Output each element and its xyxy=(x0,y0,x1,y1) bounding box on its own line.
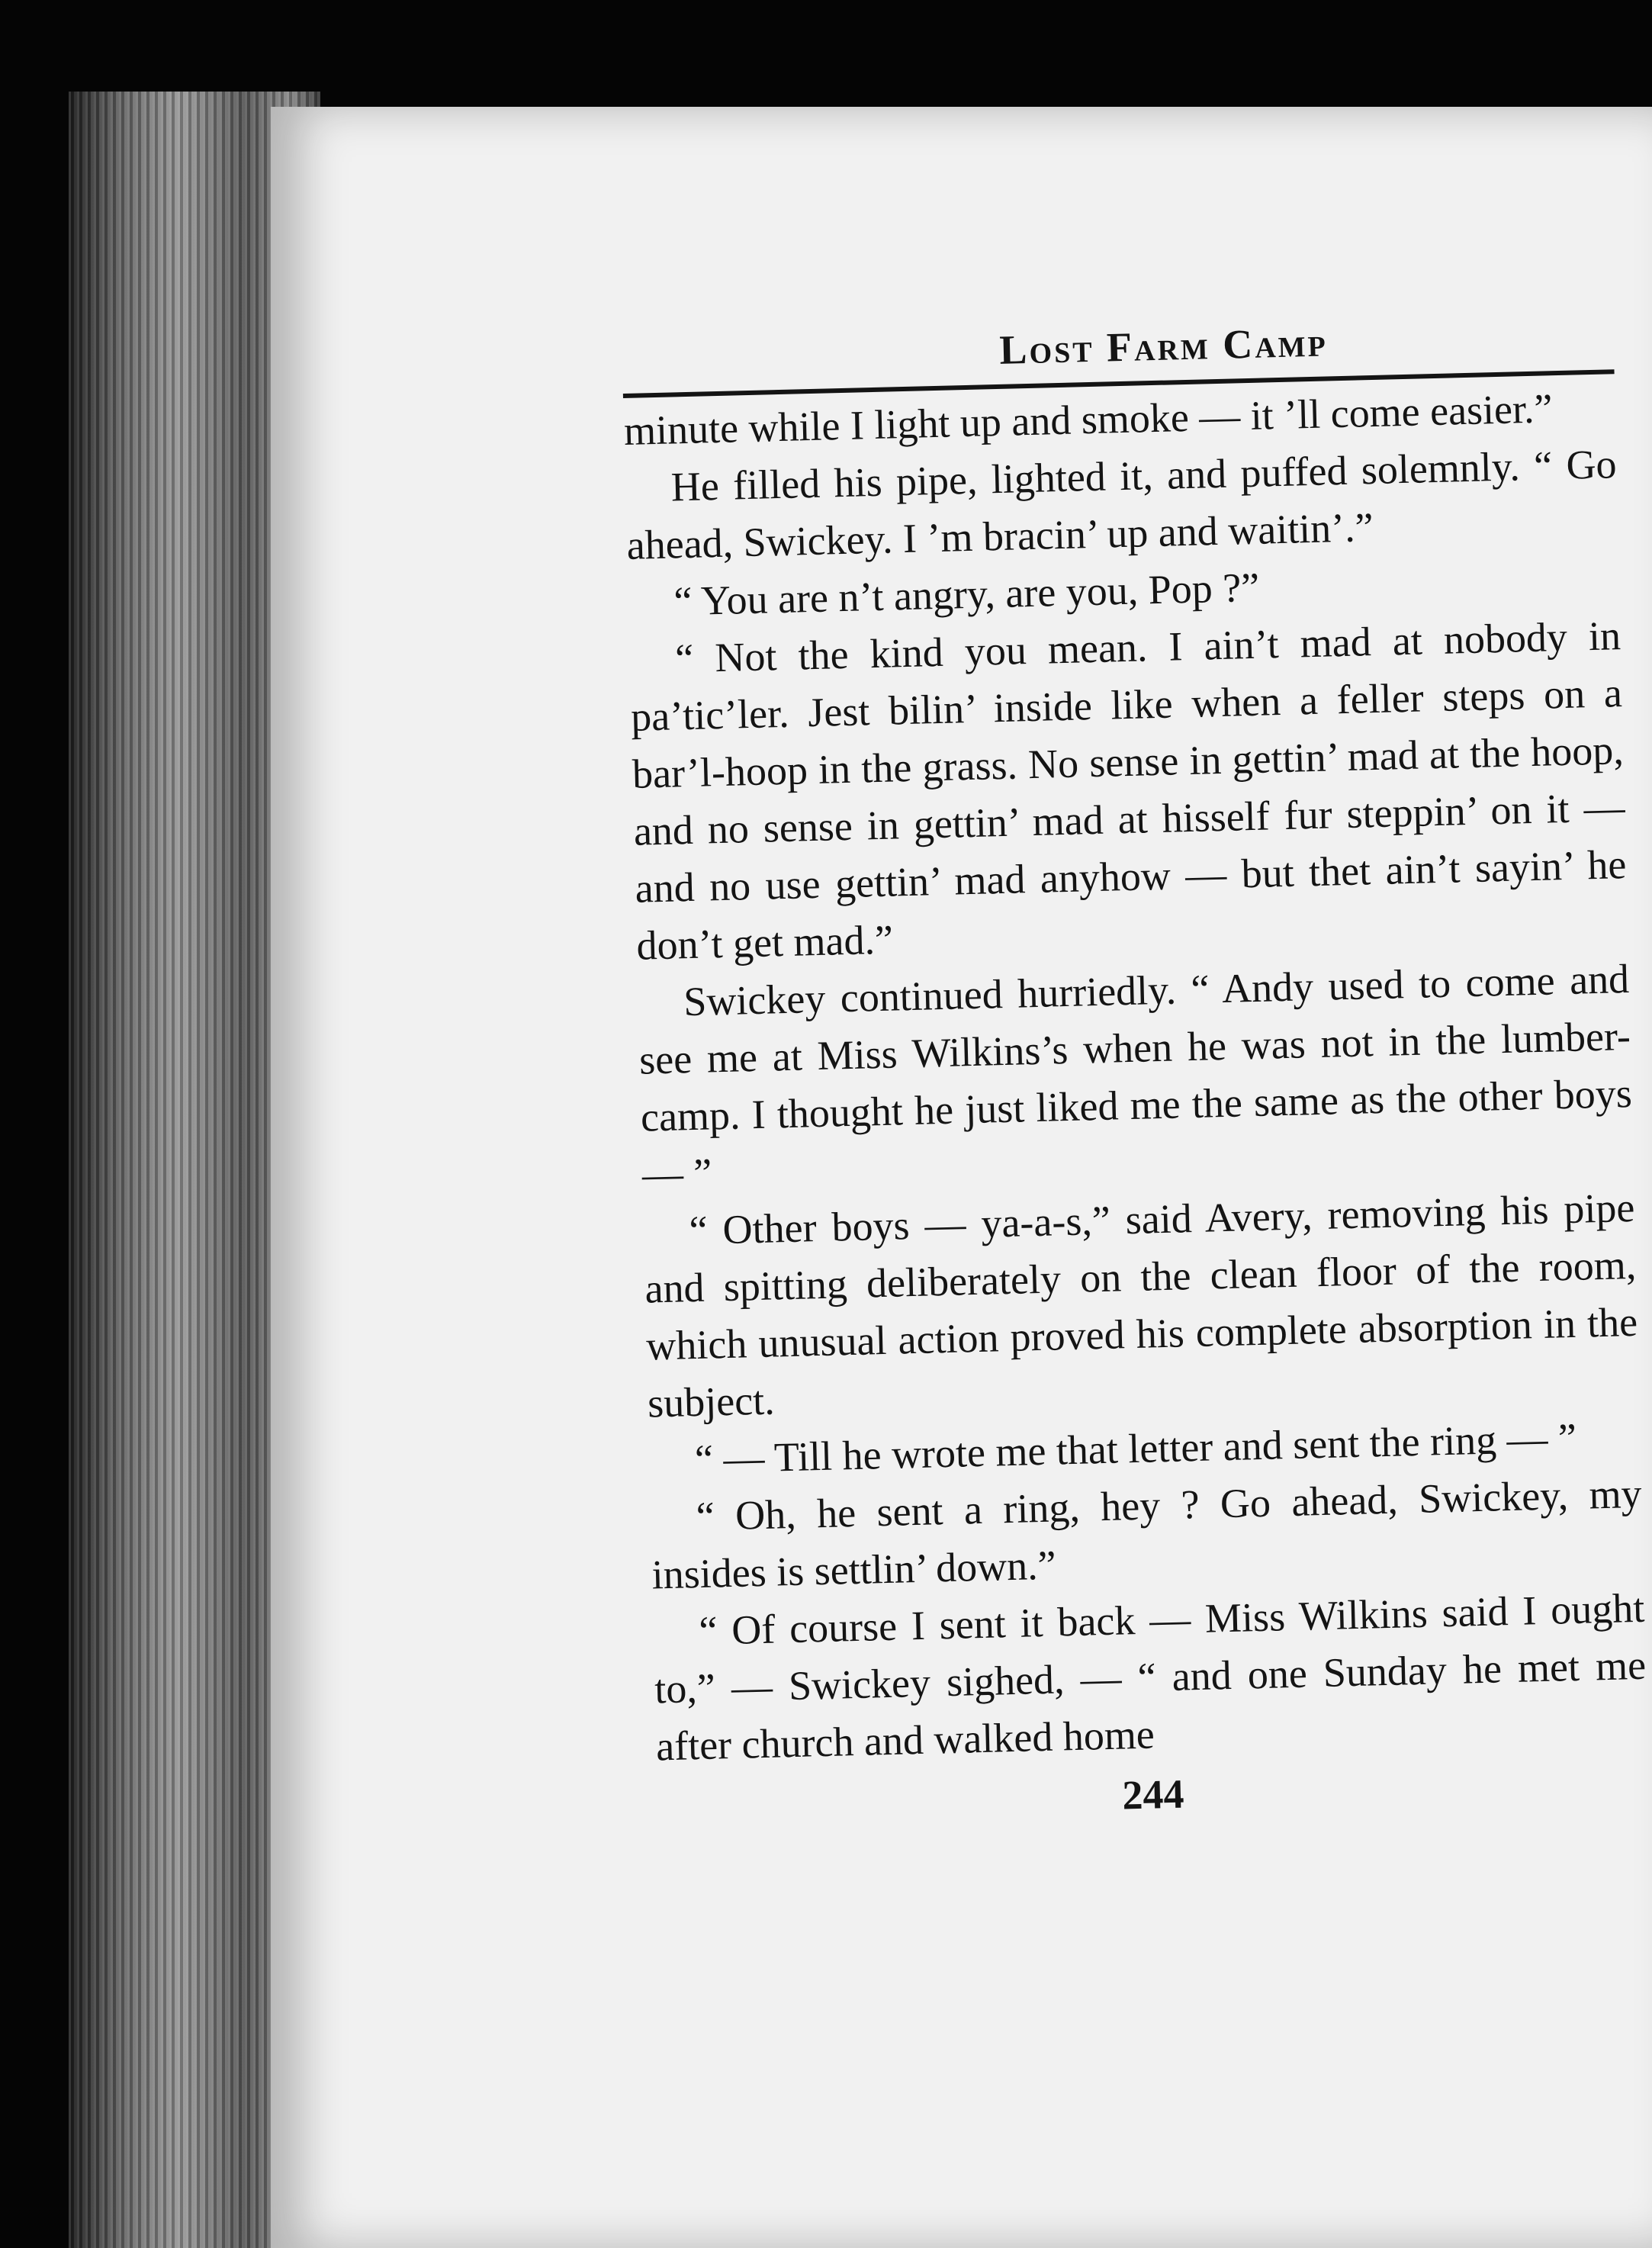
paragraph: minute while I light up and smoke — it ’ll come easier.” xyxy=(623,385,1554,454)
page-content xyxy=(622,311,1652,2166)
paragraph: He filled his pipe, lighted it, and puffed solemnly. “ Go ahead, Swickey. I ’m bracin’ up and waitin’.” xyxy=(625,441,1618,568)
paragraph: “ Not the kind you mean. I ain’t mad at nobody in pa’tic’ler. Jest bilin’ inside like when a feller steps on a bar’l-hoop in the grass. No sense in gettin’ mad at the hoop, and no sense in gettin’ mad at hisself fur steppin’ on it — and no use gettin’ mad anyhow — but thet ain’t sayin’ he don’t get mad.” xyxy=(630,613,1628,969)
running-head: Lost Farm Camp xyxy=(998,319,1329,373)
body-text xyxy=(623,378,1648,1775)
paragraph: “ You are n’t angry, are you, Pop ?” xyxy=(673,564,1260,625)
paragraph: Swickey continued hurriedly. “ Andy used to come and see me at Miss Wilkins’s when he was not in the lumber-camp. I thought he just liked me the same as the other boys — ” xyxy=(638,955,1633,1198)
paragraph: “ Oh, he sent a ring, hey ? Go ahead, Swickey, my insides is settlin’ down.” xyxy=(651,1470,1643,1598)
page-number: 244 xyxy=(1121,1770,1185,1819)
paragraph: “ — Till he wrote me that letter and sent the ring — ” xyxy=(694,1414,1577,1483)
paragraph: “ Of course I sent it back — Miss Wilkins said I ought to,” — Swickey sighed, — “ and one Sunday he met me after church and walked home xyxy=(654,1584,1647,1770)
book-page xyxy=(271,107,1652,2248)
paragraph: “ Other boys — ya-a-s,” said Avery, removing his pipe and spitting deliberately on the clean floor of the room, which unusual action proved his complete absorption in the subject. xyxy=(644,1184,1638,1426)
